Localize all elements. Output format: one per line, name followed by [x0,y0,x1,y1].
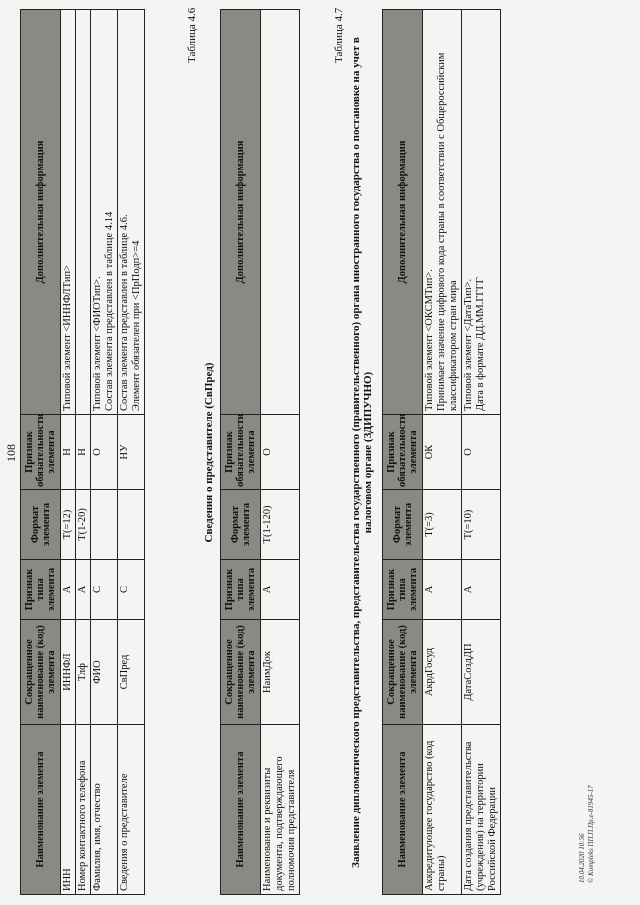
table-cell: Типовой элемент <ИННФЛТип> [61,10,76,415]
table-cell: Аккредитующее государство (код страны) [423,725,462,895]
column-header: Дополнительная информация [21,10,61,415]
table-cell: О [462,415,501,490]
table-46-label: Таблица 4.6 [186,7,198,63]
table-row [91,10,118,895]
column-header: Наименование элемента [383,725,423,895]
table-46 [220,9,300,895]
table-cell: О [261,415,300,490]
table-cell: Типовой элемент <ФИОТип>. Состав элемента представлен в таблице 4.14 [91,10,118,415]
table-cell: Состав элемента представлен в таблице 4.6. Элемент обязателен при <ПрПодп>=4 [118,10,145,415]
table-cell: НаимДок [261,620,300,725]
column-header: Сокращенное наименование (код) элемента [383,620,423,725]
table-row [462,10,501,895]
column-header: Дополнительная информация [221,10,261,415]
table-cell: А [462,560,501,620]
table-cell: T(=12) [61,490,76,560]
column-header: Признак обязательности элемента [21,415,61,490]
table-cell [261,10,300,415]
table-cell: СвПред [118,620,145,725]
table-cell: А [61,560,76,620]
table-cell: T(=10) [462,490,501,560]
table-top-header [21,10,61,895]
column-header: Формат элемента [221,490,261,560]
column-header: Сокращенное наименование (код) элемента [221,620,261,725]
table-cell: ФИО [91,620,118,725]
table-cell: T(1-120) [261,490,300,560]
table-46-title: Сведения о представителе (СвПред) [203,362,215,543]
table-cell: Фамилия, имя, отчество [91,725,118,895]
table-row [423,10,462,895]
column-header: Формат элемента [383,490,423,560]
table-cell: Н [61,415,76,490]
table-46-body [261,10,300,895]
page-number: 108 [4,444,18,462]
table-cell: Н [76,415,91,490]
table-cell: С [118,560,145,620]
table-47-header [383,10,423,895]
column-header: Наименование элемента [21,725,61,895]
table-cell: Типовой элемент <ДатаТип>. Дата в формате ДД.ММ.ГГГГ [462,10,501,415]
table-cell: А [76,560,91,620]
column-header: Формат элемента [21,490,61,560]
table-cell: ДатаСоздДП [462,620,501,725]
table-cell: НУ [118,415,145,490]
table-top [20,9,145,895]
footer-code: © Kompleks ПП.П.Пр.е-81945-17 [587,785,595,883]
table-cell: Тлф [76,620,91,725]
table-cell: ОК [423,415,462,490]
column-header: Признак обязательности элемента [221,415,261,490]
table-cell: А [261,560,300,620]
table-cell [91,490,118,560]
column-header: Признак типа элемента [221,560,261,620]
column-header: Признак типа элемента [383,560,423,620]
table-top-body [61,10,145,895]
table-cell: А [423,560,462,620]
table-cell: АкрдГосуд [423,620,462,725]
column-header: Признак обязательности элемента [383,415,423,490]
table-row [261,10,300,895]
table-47 [382,9,501,895]
table-cell: Типовой элемент <ОКСМТип>. Принимает значение цифрового кода страны в соответствии с Общероссийским классификатором стран мира [423,10,462,415]
column-header: Дополнительная информация [383,10,423,415]
table-46-header [221,10,261,895]
table-47-title: Заявление дипломатического представительства, представительства государственного (правительственного) органа иностранного государства о постановке на учет в налоговом органе (ЗДИПУЧНО) [350,37,374,868]
table-cell: Дата создания представительства (учреждения) на территории Российской Федерации [462,725,501,895]
column-header: Наименование элемента [221,725,261,895]
table-47-label: Таблица 4.7 [333,7,345,63]
table-cell: С [91,560,118,620]
table-cell: Наименование и реквизиты документа, подтверждающего полномочия представителя [261,725,300,895]
table-row [118,10,145,895]
table-cell: T(=3) [423,490,462,560]
table-cell [118,490,145,560]
table-row [76,10,91,895]
table-row [61,10,76,895]
footer-date: 10.04.2020 10:56 [578,833,586,883]
table-cell: Сведения о представителе [118,725,145,895]
table-cell: Номер контактного телефона [76,725,91,895]
table-cell: ИНН [61,725,76,895]
table-cell: О [91,415,118,490]
table-47-body [423,10,501,895]
column-header: Сокращенное наименование (код) элемента [21,620,61,725]
table-cell [76,10,91,415]
table-cell: ИННФЛ [61,620,76,725]
column-header: Признак типа элемента [21,560,61,620]
table-cell: T(1-20) [76,490,91,560]
